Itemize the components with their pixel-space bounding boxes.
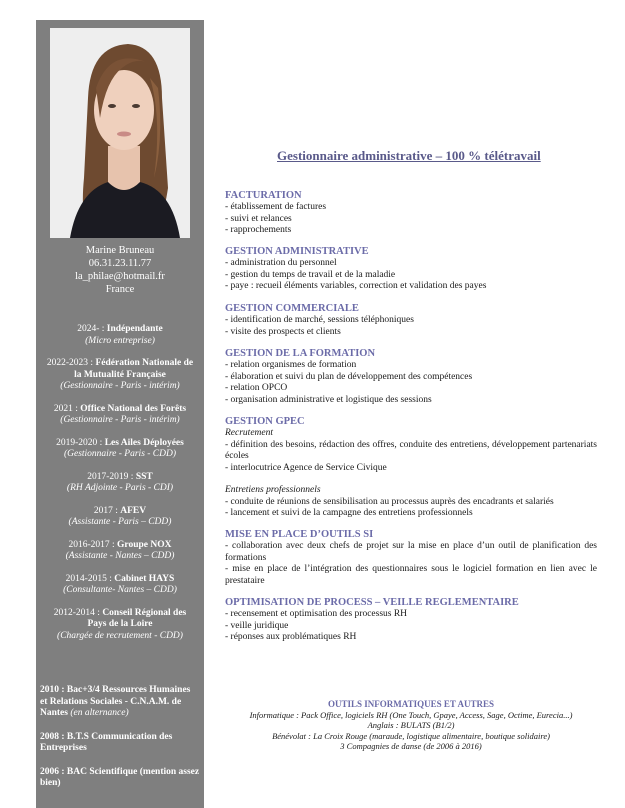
section-heading: OPTIMISATION DE PROCESS – VEILLE REGLEMENTAIRE <box>225 597 519 608</box>
section-line: - rapprochements <box>225 225 292 235</box>
section-line: - interlocutrice Agence de Service Civique <box>225 462 387 473</box>
section-line: - identification de marché, sessions téléphoniques <box>225 315 414 325</box>
experience-item: 2021 : Office National des Forêts (Gestionnaire - Paris - intérim) <box>53 403 187 425</box>
section-heading: GESTION GPEC <box>225 416 305 427</box>
experience-list <box>36 324 204 642</box>
section-line: - gestion du temps de travail et de la maladie <box>225 269 396 280</box>
section-gestion-administrative <box>225 245 597 293</box>
experience-item: 2022-2023 : Fédération Nationale de la Mutualité Française (Gestionnaire - Paris - intérim) <box>46 358 194 391</box>
section-facturation <box>225 189 597 237</box>
section-line: - collaboration avec deux chefs de projet sur la mise en place d’un outil de planification des formations <box>225 541 597 563</box>
tools-line: Anglais : BULATS (B1/2) <box>367 720 455 730</box>
education-item: 2010 : Bac+3/4 Ressources Humaines et Relations Sociales - C.N.A.M. de Nantes (en alternance) <box>40 685 191 718</box>
section-line: - conduite de réunions de sensibilisation au processus auprès des encadrants et salariés <box>225 496 554 507</box>
section-line: - définition des besoins, rédaction des offres, conduite des entretiens, développement partenariats écoles <box>225 439 597 461</box>
section-line: - relation OPCO <box>225 383 288 393</box>
profile-photo <box>50 28 190 238</box>
subheading: Entretiens professionnels <box>225 485 321 495</box>
document-title: Gestionnaire administrative – 100 % télétravail <box>277 148 541 163</box>
section-heading: OUTILS INFORMATIQUES ET AUTRES <box>328 699 494 709</box>
contact-block <box>36 244 204 296</box>
section-line: - élaboration et suivi du plan de développement des compétences <box>225 371 473 382</box>
tools-section <box>225 699 597 752</box>
section-heading: GESTION COMMERCIALE <box>225 303 359 314</box>
section-line: - mise en place de l’intégration des questionnaires sous le logiciel formation en lien avec le prestataire <box>225 564 597 586</box>
experience-item: 2017 : AFEV (Assistante - Paris – CDD) <box>68 505 172 527</box>
section-line: - administration du personnel <box>225 258 337 268</box>
education-item: 2008 : B.T.S Communication des Entreprises <box>40 731 173 753</box>
education-item: 2006 : BAC Scientifique (mention assez bien) <box>40 766 200 788</box>
section-gestion-commerciale <box>225 302 597 338</box>
experience-item: 2024- : Indépendante (Micro entreprise) <box>77 324 163 346</box>
section-heading: MISE EN PLACE D’OUTILS SI <box>225 529 374 540</box>
section-heading: GESTION DE LA FORMATION <box>225 348 376 359</box>
section-line: - lancement et suivi de la campagne des entretiens professionnels <box>225 508 473 518</box>
section-line: - relation organismes de formation <box>225 360 357 370</box>
section-formation <box>225 347 597 406</box>
section-outils-si <box>225 528 597 587</box>
experience-item: 2017-2019 : SST (RH Adjointe - Paris - CDI) <box>66 471 174 493</box>
tools-line: 3 Compagnies de danse (de 2006 à 2016) <box>340 741 482 751</box>
experience-item: 2019-2020 : Les Ailes Déployées (Gestionnaire - Paris - CDD) <box>56 437 184 459</box>
section-heading: FACTURATION <box>225 190 302 201</box>
experience-item: 2016-2017 : Groupe NOX (Assistante - Nantes – CDD) <box>65 539 175 561</box>
experience-item: 2014-2015 : Cabinet HAYS (Consultante- Nantes – CDD) <box>63 573 177 595</box>
section-line: - établissement de factures <box>225 202 327 212</box>
section-line: - suivi et relances <box>225 213 292 224</box>
sidebar <box>36 20 204 808</box>
education-list <box>40 685 200 790</box>
section-line: - recensement et optimisation des processus RH <box>225 609 408 619</box>
section-gpec <box>225 415 597 520</box>
name: Marine Bruneau <box>85 245 155 256</box>
experience-item: 2012-2014 : Conseil Régional des Pays de la Loire (Chargée de recrutement - CDD) <box>53 607 187 641</box>
tools-line: Informatique : Pack Office, logiciels RH (One Touch, Gpaye, Access, Sage, Octime, Eurecia...) <box>249 709 573 720</box>
section-process <box>225 596 597 644</box>
country: France <box>105 284 135 295</box>
subheading: Recrutement <box>225 428 274 438</box>
section-heading: GESTION ADMINISTRATIVE <box>225 246 369 257</box>
tools-line: Bénévolat : La Croix Rouge (maraude, logistique alimentaire, boutique solidaire) <box>272 730 550 741</box>
section-line: - visite des prospects et clients <box>225 326 341 337</box>
section-line: - veille juridique <box>225 620 289 631</box>
section-line: - organisation administrative et logistique des sessions <box>225 394 432 405</box>
email: la_philae@hotmail.fr <box>75 271 165 282</box>
section-line: - paye : recueil éléments variables, correction et validation des payes <box>225 281 487 291</box>
phone: 06.31.23.11.77 <box>88 258 152 269</box>
section-line: - réponses aux problématiques RH <box>225 632 357 642</box>
